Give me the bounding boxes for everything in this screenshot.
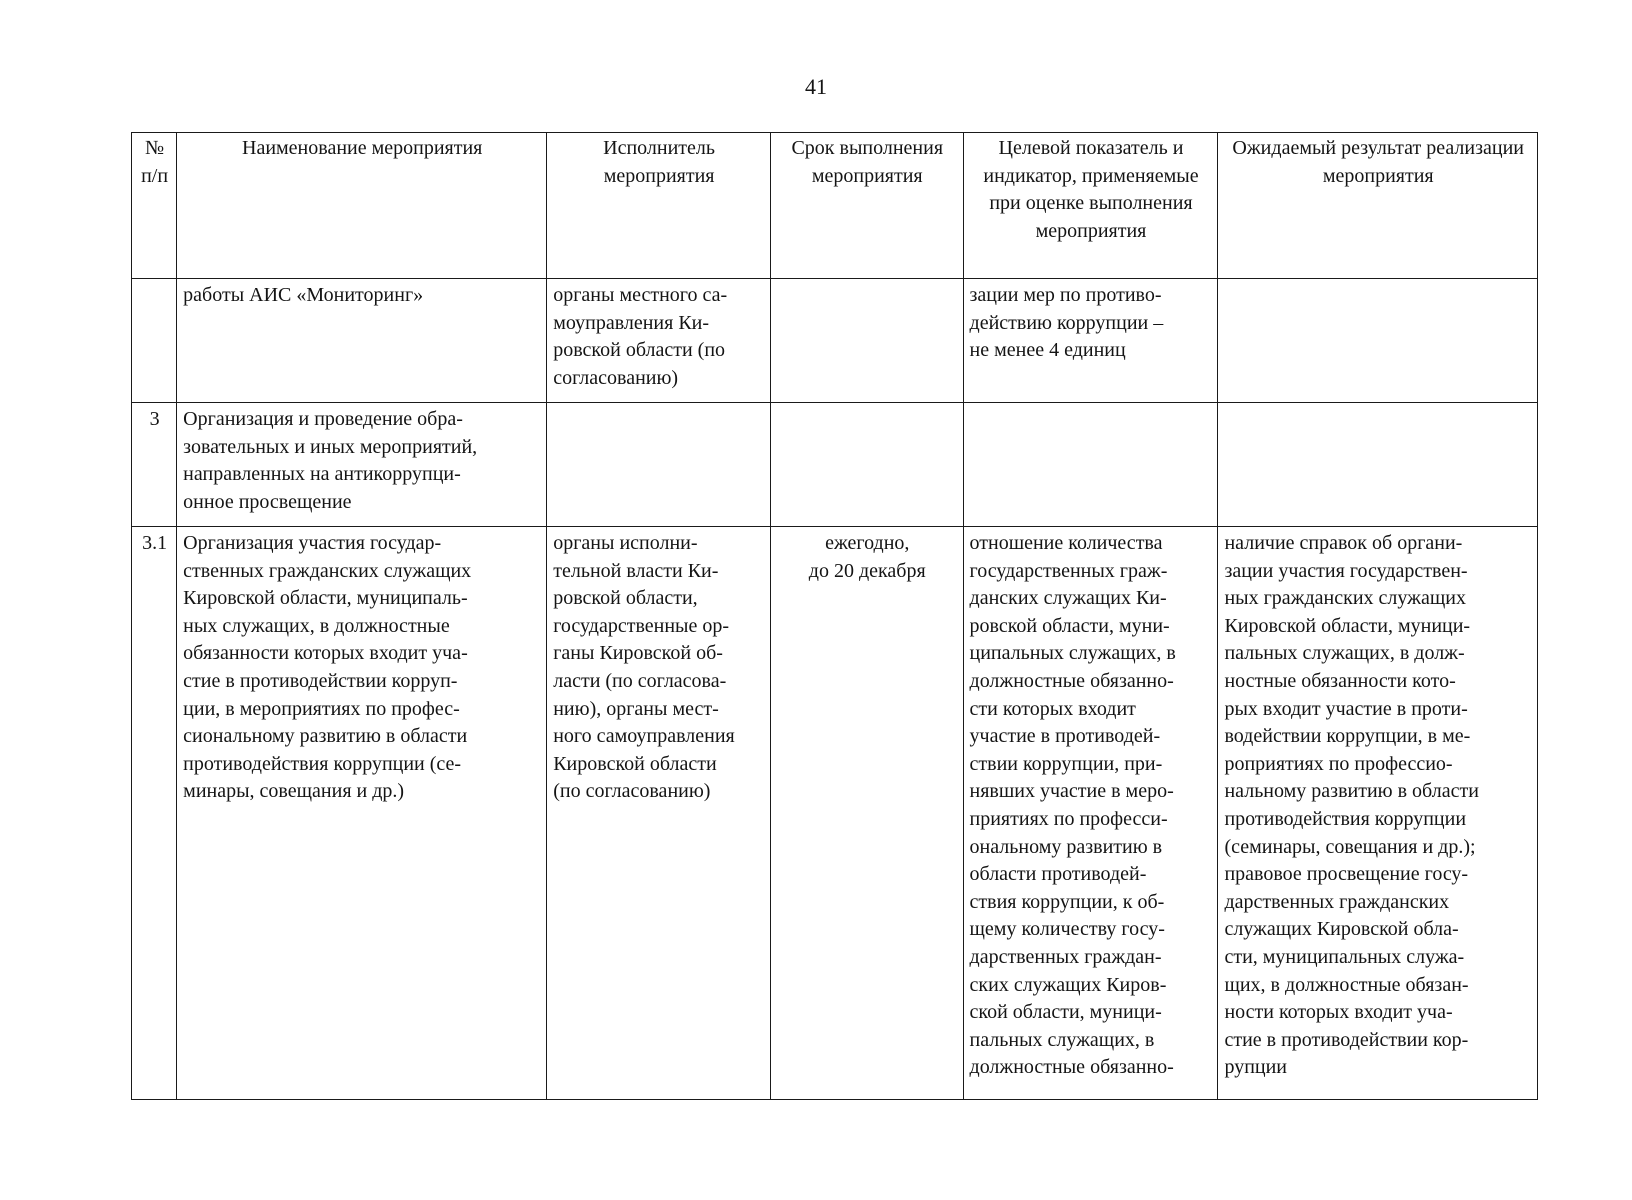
- header-executor: Исполнитель мероприятия: [547, 133, 771, 279]
- cell-expected-result: [1218, 403, 1538, 527]
- measures-table: [131, 132, 1538, 1100]
- cell-measure-name: работы АИС «Мониторинг»: [177, 279, 547, 403]
- table-row: [132, 527, 1538, 1100]
- page-number: 41: [805, 74, 827, 99]
- cell-indicator: зации мер по противо- действию коррупции – не менее 4 единиц: [963, 279, 1218, 403]
- cell-indicator: [963, 403, 1218, 527]
- cell-expected-result: наличие справок об органи- зации участия государствен- ных гражданских служащих Кировской области, муници- пальных служащих, в долж- ностные обязанности кото- рых входит участие в проти- водействии коррупции, в ме- роприятиях по профессио- нальному развитию в области противодействия коррупции (семинары, совещания и др.); правовое просвещение госу- дарственных гражданских служащих Кировской обла- сти, муниципальных служа- щих, в должностные обязан- ности которых входит уча- стие в противодействии кор- рупции: [1218, 527, 1538, 1100]
- cell-number: [132, 279, 177, 403]
- header-indicator: Целевой показатель и индикатор, применяемые при оценке выполнения мероприятия: [963, 133, 1218, 279]
- cell-executor: [547, 403, 771, 527]
- table-row: [132, 279, 1538, 403]
- header-number: № п/п: [132, 133, 177, 279]
- table-header-row: [132, 133, 1538, 279]
- cell-measure-name: Организация и проведение обра- зовательных и иных мероприятий, направленных на антикоррупци- онное просвещение: [177, 403, 547, 527]
- cell-executor: органы исполни- тельной власти Ки- ровской области, государственные ор- ганы Кировской об- ласти (по согласова- нию), органы мест- ного самоуправления Кировской области (по согласованию): [547, 527, 771, 1100]
- cell-deadline: ежегодно, до 20 декабря: [770, 527, 963, 1100]
- cell-expected-result: [1218, 279, 1538, 403]
- cell-deadline: [770, 279, 963, 403]
- cell-executor: органы местного са- моуправления Ки- ровской области (по согласованию): [547, 279, 771, 403]
- cell-indicator: отношение количества государственных граж- данских служащих Ки- ровской области, муни- ципальных служащих, в должностные обязанно- сти которых входит участие в противодей- ствии коррупции, при- нявших участие в меро- приятиях по професси- ональному развитию в области противодей- ствия коррупции, к об- щему количеству госу- дарственных граждан- ских служащих Киров- ской области, муници- пальных служащих, в должностные обязанно-: [963, 527, 1218, 1100]
- table-row: [132, 403, 1538, 527]
- cell-measure-name: Организация участия государ- ственных гражданских служащих Кировской области, муниципаль- ных служащих, в должностные обязанности которых входит уча- стие в противодействии корруп- ции, в мероприятиях по профес- сиональному развитию в области противодействия коррупции (се- минары, совещания и др.): [177, 527, 547, 1100]
- header-deadline: Срок выполнения мероприятия: [770, 133, 963, 279]
- cell-deadline: [770, 403, 963, 527]
- header-expected-result: Ожидаемый результат реализации мероприятия: [1218, 133, 1538, 279]
- cell-number: 3: [132, 403, 177, 527]
- cell-number: 3.1: [132, 527, 177, 1100]
- header-measure-name: Наименование мероприятия: [177, 133, 547, 279]
